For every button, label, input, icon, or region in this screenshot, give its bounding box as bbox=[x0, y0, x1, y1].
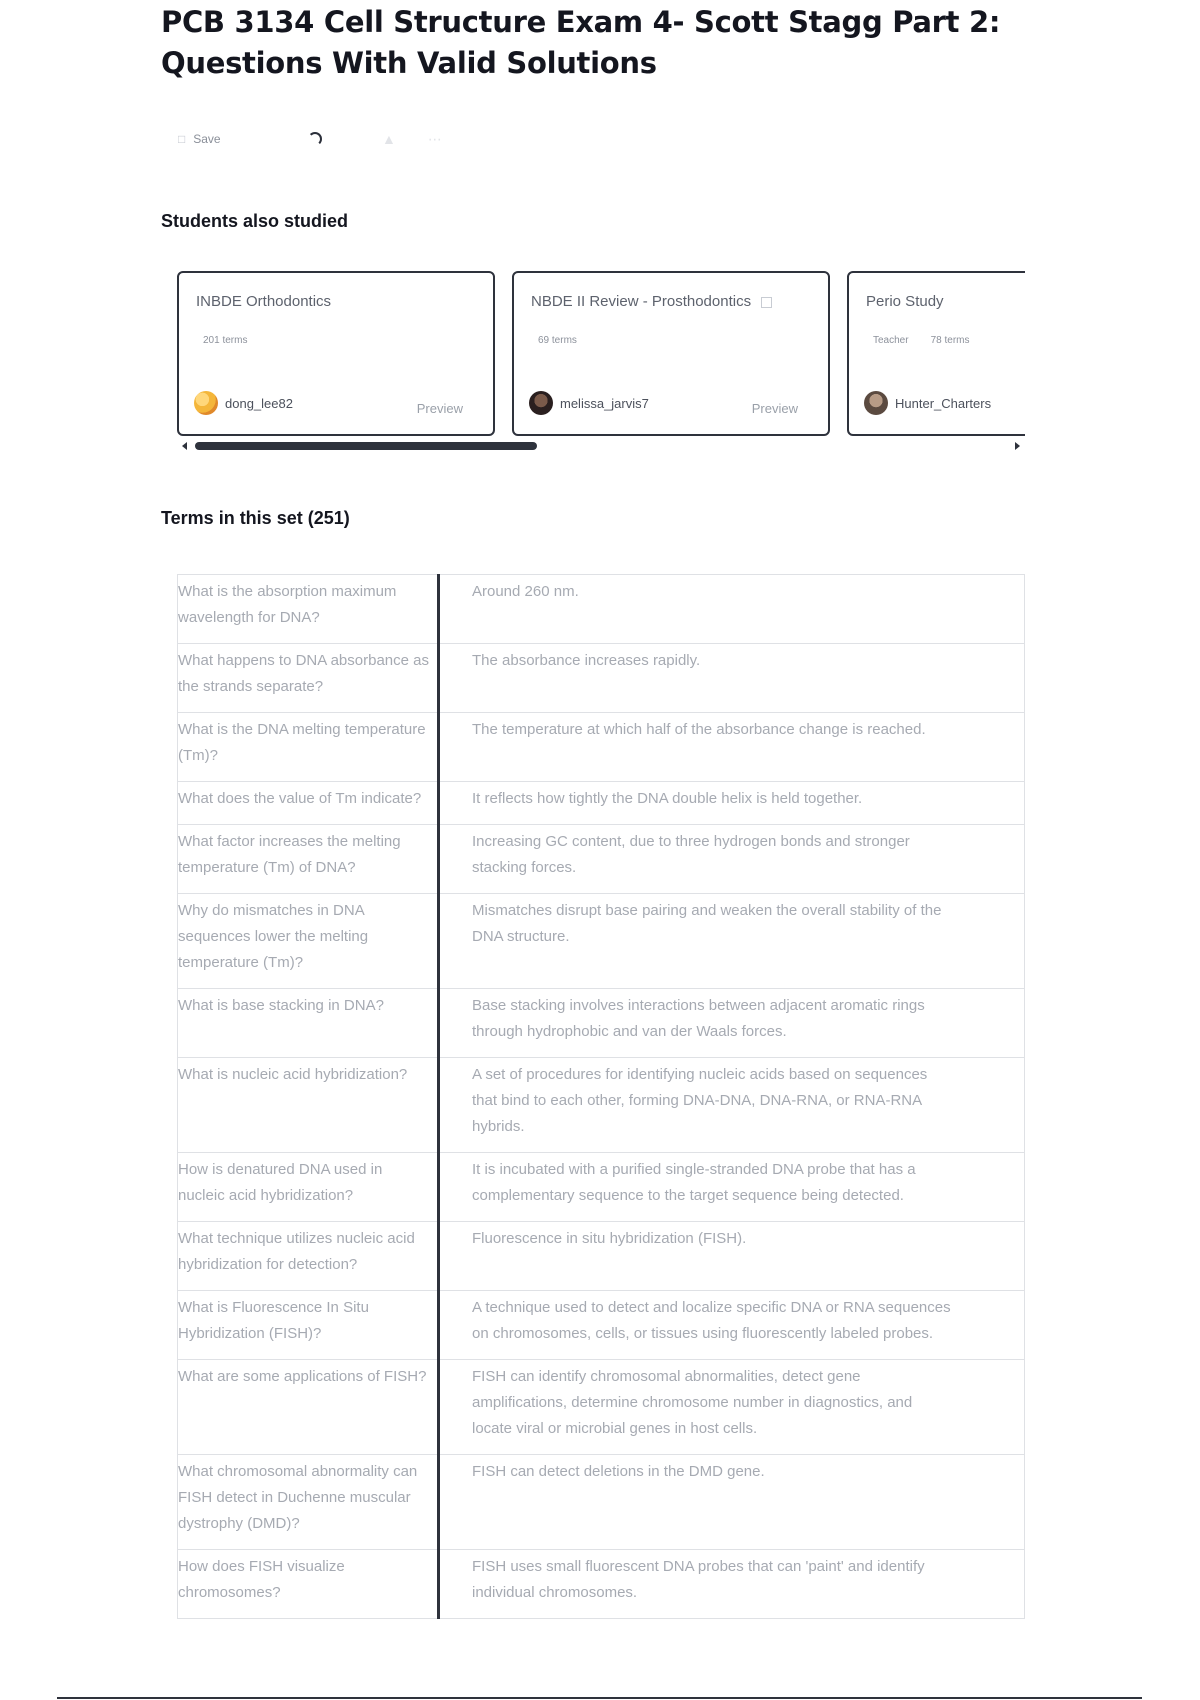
term-row bbox=[178, 713, 1025, 782]
card-user bbox=[194, 391, 293, 415]
card-meta bbox=[873, 335, 969, 346]
term-row bbox=[178, 1291, 1025, 1360]
term-question: What are some applications of FISH? bbox=[178, 1360, 439, 1455]
term-answer: FISH can identify chromosomal abnormalities, detect gene amplifications, determine chromosome number in diagnostics, and locate viral or microbial genes in host cells. bbox=[439, 1360, 1025, 1455]
term-answer: FISH can detect deletions in the DMD gene. bbox=[439, 1455, 1025, 1550]
term-answer: A set of procedures for identifying nucleic acids based on sequences that bind to each other, forming DNA-DNA, DNA-RNA, or RNA-RNA hybrids. bbox=[439, 1058, 1025, 1153]
term-question: What chromosomal abnormality can FISH detect in Duchenne muscular dystrophy (DMD)? bbox=[178, 1455, 439, 1550]
avatar bbox=[194, 391, 218, 415]
term-question: What does the value of Tm indicate? bbox=[178, 782, 439, 825]
terms-heading: Terms in this set (251) bbox=[161, 508, 350, 528]
avatar bbox=[864, 391, 888, 415]
term-row bbox=[178, 1360, 1025, 1455]
study-set-card[interactable] bbox=[847, 271, 1025, 436]
card-role-badge: Teacher bbox=[873, 335, 909, 346]
studied-cards bbox=[177, 271, 1025, 436]
term-answer: FISH uses small fluorescent DNA probes that can 'paint' and identify individual chromosomes. bbox=[439, 1550, 1025, 1619]
card-term-count: 78 terms bbox=[930, 335, 970, 346]
term-row bbox=[178, 1058, 1025, 1153]
term-question: How is denatured DNA used in nucleic acid hybridization? bbox=[178, 1153, 439, 1222]
card-user bbox=[864, 391, 991, 415]
studied-carousel bbox=[177, 271, 1025, 456]
card-username: dong_lee82 bbox=[225, 395, 293, 411]
action-bar bbox=[178, 128, 474, 150]
term-question: What is the absorption maximum wavelength for DNA? bbox=[178, 575, 439, 644]
loading-spinner-icon bbox=[308, 132, 322, 146]
term-row bbox=[178, 782, 1025, 825]
card-meta bbox=[203, 335, 247, 346]
term-answer: Mismatches disrupt base pairing and weaken the overall stability of the DNA structure. bbox=[439, 894, 1025, 989]
students-also-studied-heading: Students also studied bbox=[161, 211, 349, 231]
flashcard-icon bbox=[761, 297, 772, 308]
page-title: PCB 3134 Cell Structure Exam 4- Scott Stagg Part 2: Questions With Valid Solutions bbox=[161, 5, 1001, 80]
avatar bbox=[529, 391, 553, 415]
card-title: Perio Study bbox=[866, 293, 944, 310]
more-options-icon[interactable]: ⋯ bbox=[427, 130, 442, 147]
term-row bbox=[178, 825, 1025, 894]
term-answer: A technique used to detect and localize specific DNA or RNA sequences on chromosomes, cells, or tissues using fluorescently labeled probes. bbox=[439, 1291, 1025, 1360]
divider bbox=[57, 1697, 1142, 1699]
thumbs-up-icon[interactable]: ▲ bbox=[382, 131, 396, 147]
card-username: melissa_jarvis7 bbox=[560, 395, 649, 411]
term-answer: The temperature at which half of the absorbance change is reached. bbox=[439, 713, 1025, 782]
card-meta bbox=[538, 335, 577, 346]
bookmark-icon: □ bbox=[178, 132, 186, 146]
terms-table bbox=[177, 574, 1025, 1619]
term-question: What happens to DNA absorbance as the strands separate? bbox=[178, 644, 439, 713]
term-row bbox=[178, 989, 1025, 1058]
card-title: INBDE Orthodontics bbox=[196, 293, 332, 310]
term-row bbox=[178, 575, 1025, 644]
term-question: What is nucleic acid hybridization? bbox=[178, 1058, 439, 1153]
term-answer: Fluorescence in situ hybridization (FISH). bbox=[439, 1222, 1025, 1291]
card-user bbox=[529, 391, 649, 415]
term-answer: Base stacking involves interactions between adjacent aromatic rings through hydrophobic and van der Waals forces. bbox=[439, 989, 1025, 1058]
term-answer: It is incubated with a purified single-stranded DNA probe that has a complementary sequence to the target sequence being detected. bbox=[439, 1153, 1025, 1222]
preview-button[interactable]: Preview bbox=[751, 401, 798, 416]
preview-button[interactable]: Preview bbox=[416, 401, 463, 416]
study-set-card[interactable] bbox=[512, 271, 830, 436]
save-button[interactable] bbox=[178, 132, 308, 146]
term-question: What technique utilizes nucleic acid hybridization for detection? bbox=[178, 1222, 439, 1291]
term-row bbox=[178, 1550, 1025, 1619]
study-set-card[interactable] bbox=[177, 271, 495, 436]
term-question: What is the DNA melting temperature (Tm)? bbox=[178, 713, 439, 782]
card-username: Hunter_Charters bbox=[895, 395, 992, 411]
term-row bbox=[178, 644, 1025, 713]
scroll-left-icon[interactable] bbox=[182, 442, 187, 450]
term-question: How does FISH visualize chromosomes? bbox=[178, 1550, 439, 1619]
term-row bbox=[178, 1153, 1025, 1222]
card-term-count: 201 terms bbox=[203, 335, 248, 346]
term-question: What is Fluorescence In Situ Hybridization (FISH)? bbox=[178, 1291, 439, 1360]
save-label: Save bbox=[193, 132, 221, 146]
scroll-right-icon[interactable] bbox=[1015, 442, 1020, 450]
term-answer: It reflects how tightly the DNA double helix is held together. bbox=[439, 782, 1025, 825]
term-answer: Around 260 nm. bbox=[439, 575, 1025, 644]
term-answer: Increasing GC content, due to three hydrogen bonds and stronger stacking forces. bbox=[439, 825, 1025, 894]
card-title-text: NBDE II Review - Prosthodontics bbox=[531, 293, 752, 310]
scrollbar-thumb[interactable] bbox=[195, 442, 537, 450]
term-answer: The absorbance increases rapidly. bbox=[439, 644, 1025, 713]
card-title bbox=[531, 293, 772, 310]
term-row bbox=[178, 1455, 1025, 1550]
card-term-count: 69 terms bbox=[538, 335, 577, 346]
term-row bbox=[178, 1222, 1025, 1291]
term-question: What is base stacking in DNA? bbox=[178, 989, 439, 1058]
term-row bbox=[178, 894, 1025, 989]
term-question: What factor increases the melting temperature (Tm) of DNA? bbox=[178, 825, 439, 894]
carousel-scrollbar[interactable] bbox=[177, 442, 1025, 452]
term-question: Why do mismatches in DNA sequences lower the melting temperature (Tm)? bbox=[178, 894, 439, 989]
